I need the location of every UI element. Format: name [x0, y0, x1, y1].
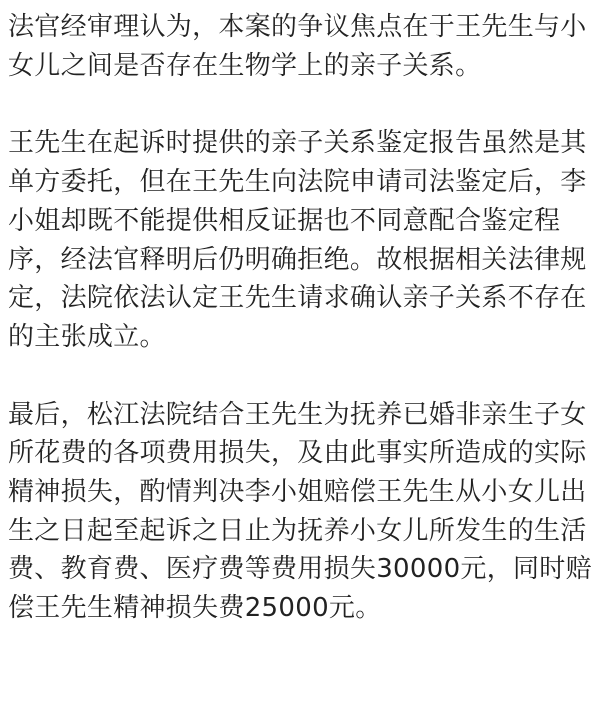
text-line: 偿王先生精神损失费25000元。 [8, 593, 382, 624]
text-line: 单方委托，但在王先生向法院申请司法鉴定后，李 [8, 167, 587, 198]
text-line: 生之日起至起诉之日止为抚养小女儿所发生的生活 [8, 515, 587, 546]
text-line: 费、教育费、医疗费等费用损失30000元，同时赔 [8, 554, 592, 585]
text-line: 小姐却既不能提供相反证据也不同意配合鉴定程 [8, 205, 561, 236]
text-line: 最后，松江法院结合王先生为抚养已婚非亲生子女 [8, 399, 587, 430]
paragraph-gap [8, 357, 590, 396]
text-line: 王先生在起诉时提供的亲子关系鉴定报告虽然是其 [8, 128, 587, 159]
text-line: 定，法院依法认定王先生请求确认亲子关系不存在 [8, 283, 587, 314]
text-line: 精神损失，酌情判决李小姐赔偿王先生从小女儿出 [8, 477, 587, 508]
text-line: 的主张成立。 [8, 321, 166, 352]
text-line: 序，经法官释明后仍明确拒绝。故根据相关法律规 [8, 244, 587, 275]
text-line: 女儿之间是否存在生物学上的亲子关系。 [8, 50, 482, 81]
paragraph-compensation-ruling [8, 396, 590, 628]
text-line: 法官经审理认为，本案的争议焦点在于王先生与小 [8, 12, 587, 42]
paragraph-gap [8, 85, 590, 124]
paragraph-judge-finding [8, 8, 590, 85]
text-line: 所花费的各项费用损失，及由此事实所造成的实际 [8, 438, 587, 469]
paragraph-paternity-evidence [8, 124, 590, 356]
